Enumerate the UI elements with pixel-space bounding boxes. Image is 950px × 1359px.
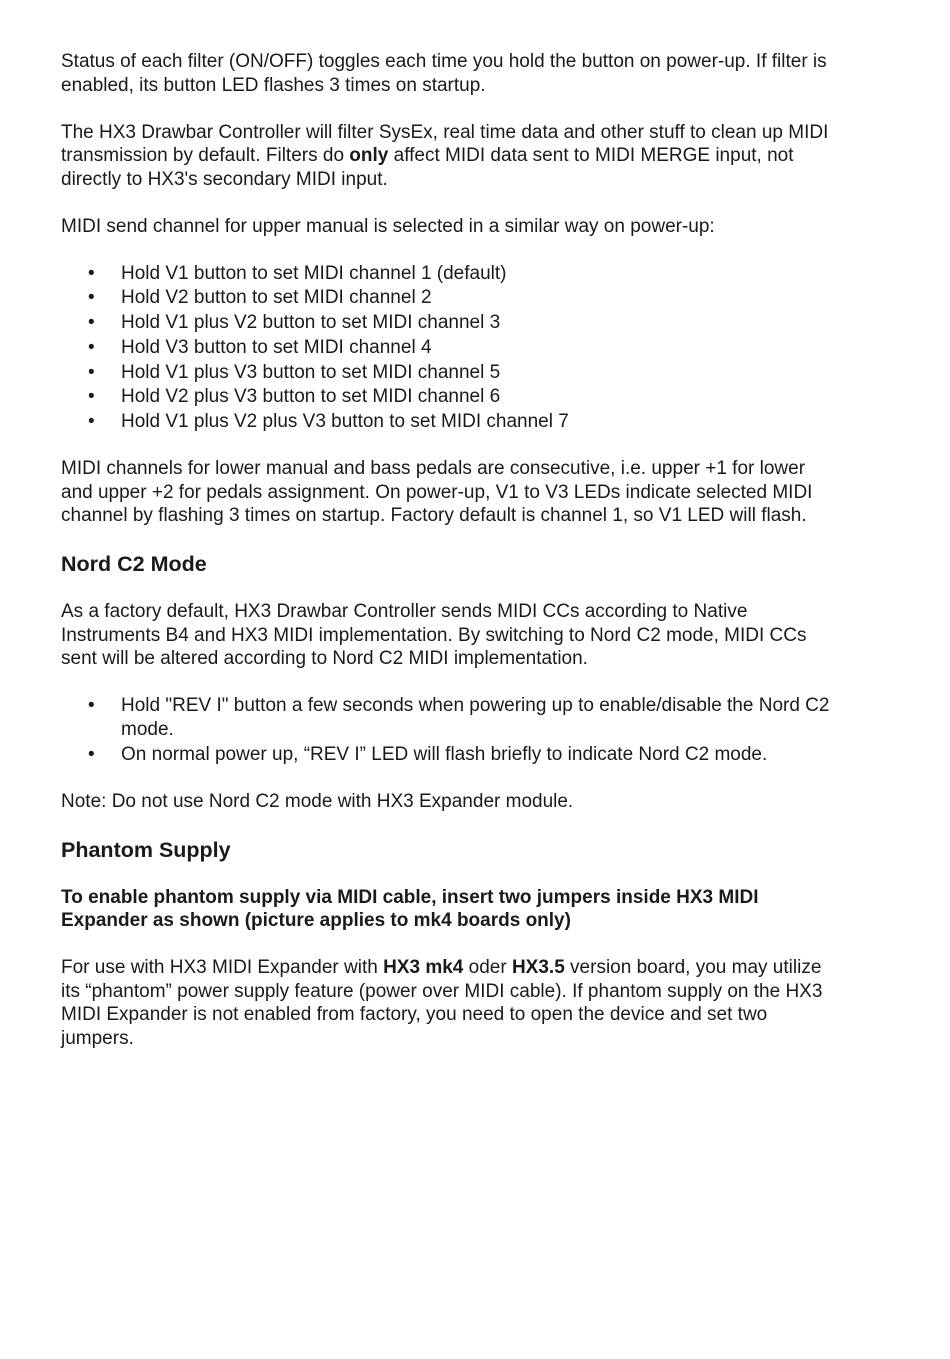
- hx35-emphasis: HX3.5: [511, 957, 565, 979]
- bullet-icon: •: [88, 743, 95, 765]
- filter-default-paragraph: [61, 121, 841, 192]
- nord-note: Note: Do not use Nord C2 mode with HX3 Expander module.: [61, 790, 574, 812]
- phantom-subheading: To enable phantom supply via MIDI cable, insert two jumpers inside HX3 MIDI Expander as shown (picture applies to mk4 boards only): [61, 886, 759, 932]
- list-item: • Hold V2 button to set MIDI channel 2: [88, 287, 432, 309]
- midi-channels-note: MIDI channels for lower manual and bass pedals are consecutive, i.e. upper +1 for lower and upper +2 for pedals assignment. On power-up, V1 to V3 LEDs indicate selected MIDI channel by flashing 3 times on startup. Factory default is channel 1, so V1 LED will flash.: [61, 458, 813, 527]
- nord-intro-paragraph: As a factory default, HX3 Drawbar Controller sends MIDI CCs according to Native Instruments B4 and HX3 MIDI implementation. By switching to Nord C2 mode, MIDI CCs sent will be altered according to Nord C2 MIDI implementation.: [61, 601, 807, 670]
- list-item: • Hold V2 plus V3 button to set MIDI channel 6: [88, 386, 501, 408]
- filter-default-emphasis: only: [349, 145, 389, 166]
- nord-c2-heading: Nord C2 Mode: [61, 552, 207, 577]
- hx3-mk4-emphasis: HX3 mk4: [383, 957, 464, 979]
- list-item: • Hold V1 plus V2 plus V3 button to set MIDI channel 7: [88, 411, 569, 433]
- bullet-icon: •: [88, 287, 95, 309]
- list-item: • Hold V1 button to set MIDI channel 1 (default): [88, 262, 507, 284]
- list-item: • On normal power up, “REV I” LED will flash briefly to indicate Nord C2 mode.: [88, 743, 768, 765]
- list-item: • Hold V1 plus V3 button to set MIDI channel 5: [88, 361, 501, 383]
- filter-status-paragraph: Status of each filter (ON/OFF) toggles each time you hold the button on power-up. If filter is enabled, its button LED flashes 3 times on startup.: [61, 51, 827, 96]
- bullet-icon: •: [88, 695, 95, 717]
- bullet-icon: •: [88, 361, 95, 383]
- channel-list: [61, 262, 841, 434]
- document-page: [61, 50, 841, 1074]
- midi-send-intro: MIDI send channel for upper manual is selected in a similar way on power-up:: [61, 215, 715, 237]
- filter-default-text-a: The HX3 Drawbar Controller will filter SysEx, real time data and other stuff to clean up MIDI transmission by default. Filters do: [61, 121, 829, 166]
- bullet-icon: •: [88, 336, 95, 358]
- list-item: • Hold V3 button to set MIDI channel 4: [88, 336, 432, 358]
- phantom-body-paragraph: For use with HX3 MIDI Expander with HX3 mk4 oder HX3.5 version board, you may utilize its “phantom” power supply feature (power over MIDI cable). If phantom supply on the HX3 MIDI Expander is not enabled from factory, you need to open the device and set two jumpers.: [61, 957, 823, 1049]
- bullet-icon: •: [88, 312, 95, 334]
- nord-list: [61, 694, 841, 766]
- phantom-supply-heading: Phantom Supply: [61, 837, 231, 862]
- filter-default-text-b: affect MIDI data sent to MIDI MERGE input, not directly to HX3's secondary MIDI input.: [61, 145, 794, 190]
- list-item: • Hold "REV I" button a few seconds when powering up to enable/disable the Nord C2 mode.: [88, 695, 830, 740]
- list-item: • Hold V1 plus V2 button to set MIDI channel 3: [88, 312, 501, 334]
- bullet-icon: •: [88, 262, 95, 284]
- bullet-icon: •: [88, 411, 95, 433]
- bullet-icon: •: [88, 386, 95, 408]
